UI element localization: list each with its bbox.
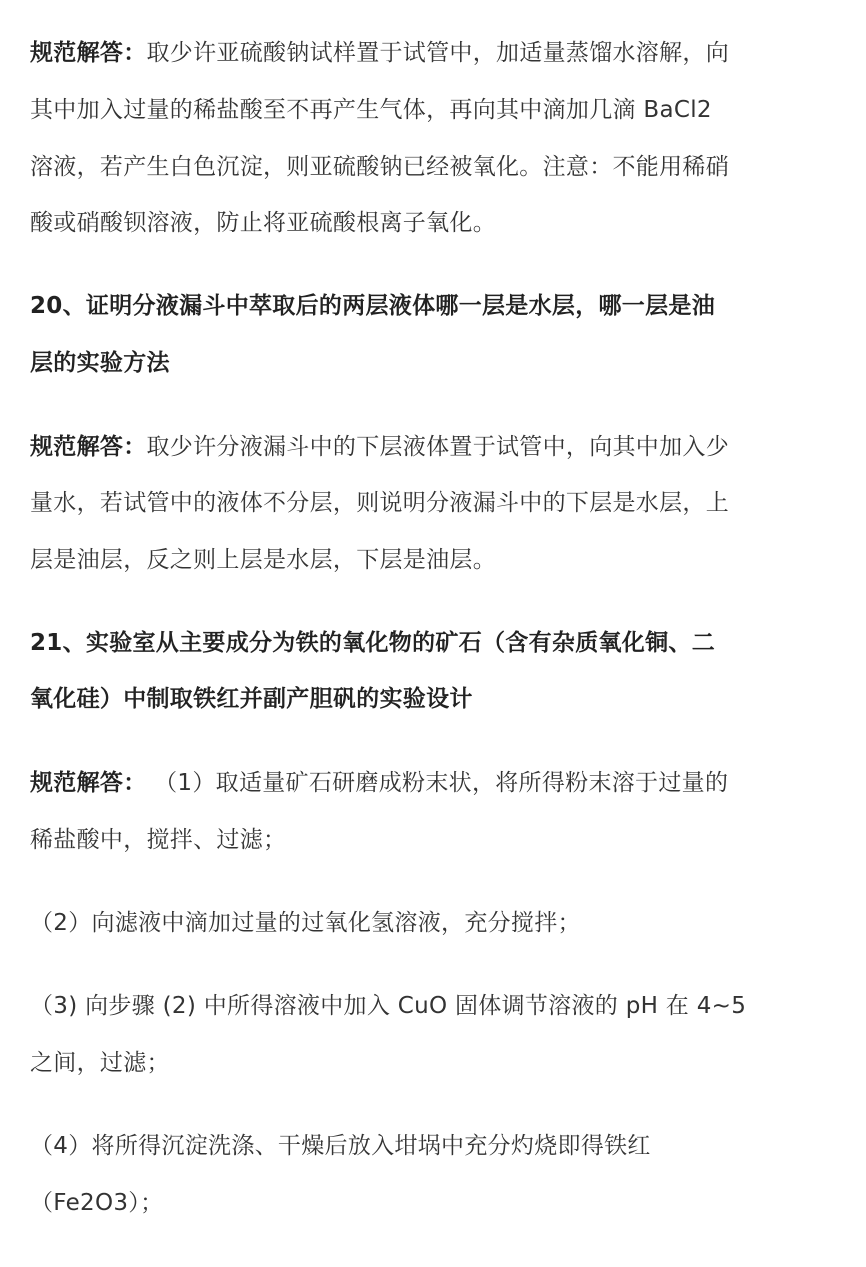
answer-line <box>30 432 840 462</box>
answer-line <box>30 38 840 68</box>
answer-line: 其中加入过量的稀盐酸至不再产生气体，再向其中滴加几滴 BaCl2 <box>30 97 712 123</box>
answer-text: 取少许亚硫酸钠试样置于试管中，加适量蒸馏水溶解，向 <box>146 40 729 66</box>
question-title-line: 层的实验方法 <box>30 350 170 376</box>
step-line: 之间，过滤； <box>30 1050 170 1076</box>
question-title-line: 20、证明分液漏斗中萃取后的两层液体哪一层是水层，哪一层是油 <box>30 293 716 319</box>
answer-text: （1）取适量矿石研磨成粉末状，将所得粉末溶于过量的 <box>146 770 729 796</box>
answer-line: 稀盐酸中，搅拌、过滤； <box>30 827 287 853</box>
answer-text: 取少许分液漏斗中的下层液体置于试管中，向其中加入少 <box>146 434 729 460</box>
step-line: （3) 向步骤 (2) 中所得溶液中加入 CuO 固体调节溶液的 pH 在 4~5 <box>30 993 747 1019</box>
answer-line: 溶液，若产生白色沉淀，则亚硫酸钠已经被氧化。注意：不能用稀硝 <box>30 154 729 180</box>
question-title-line: 氧化硅）中制取铁红并副产胆矾的实验设计 <box>30 686 473 712</box>
answer-line: 酸或硝酸钡溶液，防止将亚硫酸根离子氧化。 <box>30 210 496 236</box>
answer-label: 规范解答： <box>30 434 147 460</box>
answer-line: 量水，若试管中的液体不分层，则说明分液漏斗中的下层是水层，上 <box>30 490 729 516</box>
question-title-line: 21、实验室从主要成分为铁的氧化物的矿石（含有杂质氧化铜、二 <box>30 630 716 656</box>
answer-label: 规范解答： <box>30 770 147 796</box>
answer-line: 层是油层，反之则上层是水层，下层是油层。 <box>30 547 496 573</box>
step-line: （Fe2O3）； <box>30 1190 164 1216</box>
answer-label: 规范解答： <box>30 40 147 66</box>
step-line: （2）向滤液中滴加过量的过氧化氢溶液，充分搅拌； <box>30 910 581 936</box>
answer-line <box>30 768 840 798</box>
step-line: （4）将所得沉淀洗涤、干燥后放入坩埚中充分灼烧即得铁红 <box>30 1133 651 1159</box>
